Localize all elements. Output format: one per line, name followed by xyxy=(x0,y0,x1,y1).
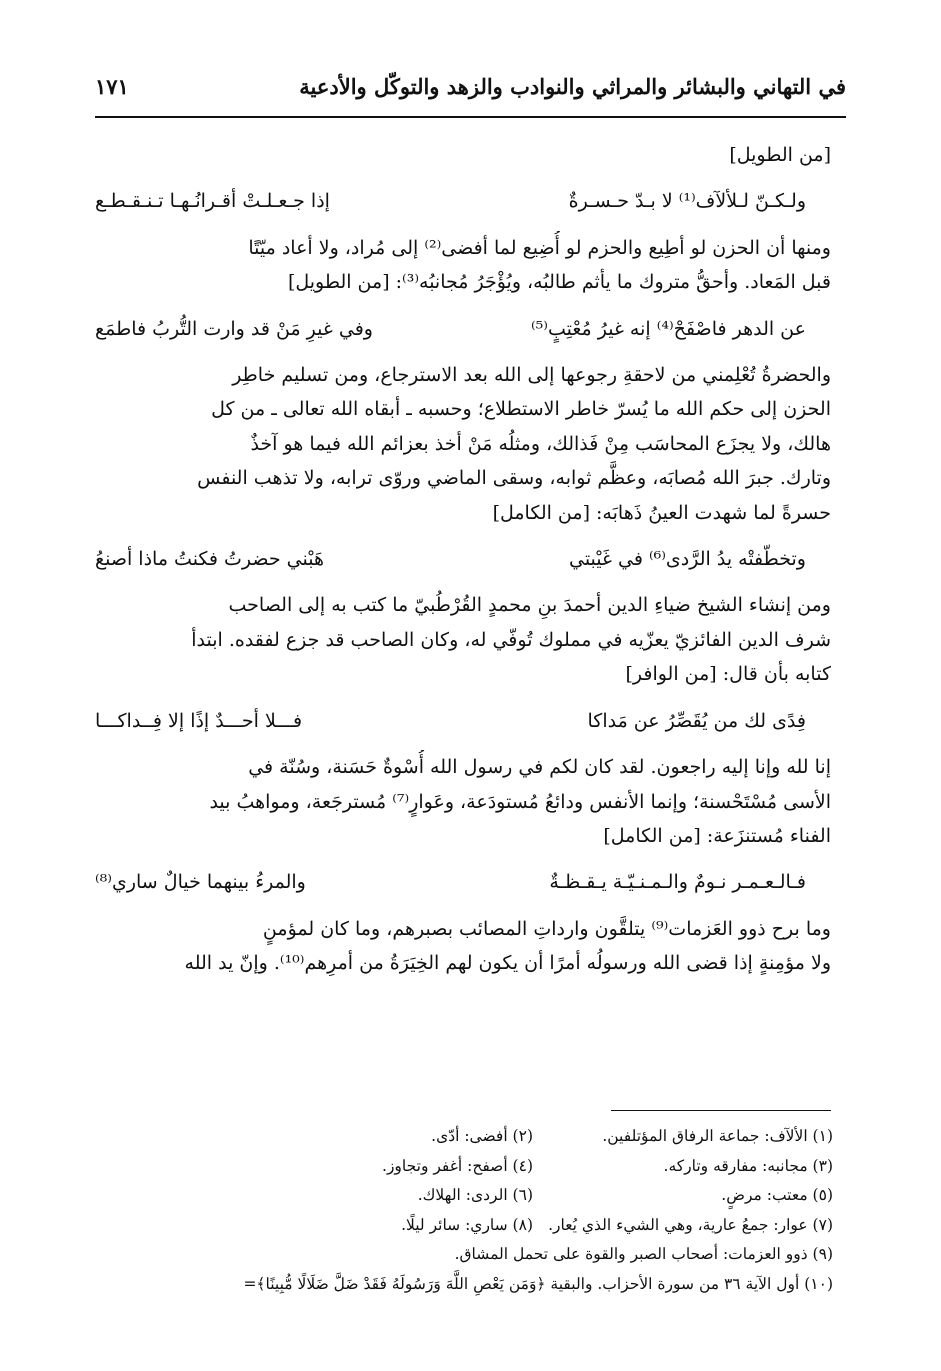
text-line: ولا مؤمِنةٍ إذا قضى الله ورسولُه أمرًا أن يكون لهم الخِيَرَةُ من أمرِهم⁽¹⁰⁾. وإنّ يد الله xyxy=(184,952,831,975)
text-line: هالك، ولا يجزَع المحاسَب مِنْ فَذالك، ومثلُه مَنْ أخذ بعزائم الله فيما هو آخذٌ xyxy=(250,432,831,455)
text-line: كتابه بأن قال: [من الوافر] xyxy=(625,663,831,686)
text-line: والحضرةُ تُعْلِمني من لاحقةِ رجوعها إلى الله بعد الاسترجاع، ومن تسليم خاطِر xyxy=(232,364,831,387)
footnote-divider xyxy=(611,1110,831,1111)
text-line: وما برح ذوو العَزمات⁽⁹⁾ يتلقَّون وارداتِ المصائب بصبرهم، وما كان لمؤمنٍ xyxy=(262,917,831,940)
text-line: حسرةً لما شهدت العينُ ذَهابَه: [من الكامل] xyxy=(492,501,831,524)
footnote: (٨) ساري: سائر ليلًا. xyxy=(401,1215,533,1234)
text-line: إنا لله وإنا إليه راجعون. لقد كان لكم في رسول الله أُسْوةٌ حَسَنة، وسُنّة في xyxy=(248,756,831,779)
text-line: وتارك. جبرَ الله مُصابَه، وعظَّم ثوابه، وسقى الماضي وروّى ترابه، ولا تذهب النفس xyxy=(197,467,831,490)
verse xyxy=(95,542,806,576)
footnote-row xyxy=(95,1122,833,1152)
verse xyxy=(95,704,806,738)
text-line: شرف الدين الفائزيّ يعزّيه في مملوك تُوفّي له، وكان الصاحب قد جزع لفقده. ابتدأ xyxy=(191,628,831,651)
text-line: الأسى مُسْتَحْسنة؛ وإنما الأنفس ودائعُ مُستودَعة، وعَوارٍ⁽⁷⁾ مُسترجَعة، ومواهبُ بيد xyxy=(209,790,831,813)
footnote: (٦) الردى: الهلاك. xyxy=(417,1186,533,1204)
paragraph xyxy=(95,912,831,981)
header-divider xyxy=(95,116,846,118)
verse-first-hemistich: وتخطّفتْه يدُ الرَّدى⁽⁶⁾ في غَيْبتي xyxy=(568,548,806,571)
paragraph xyxy=(95,231,831,300)
footnote: (٧) عوار: جمعُ عارية، وهي الشيء الذي يُعار. xyxy=(548,1215,833,1234)
verse xyxy=(95,184,806,218)
running-header xyxy=(95,70,846,114)
footnote-row xyxy=(95,1152,833,1182)
chapter-title: في التهاني والبشائر والمراثي والنوادب والزهد والتوكّل والأدعية xyxy=(299,74,846,99)
main-text xyxy=(95,138,831,981)
verse-first-hemistich: فِدًى لك من يُقَصِّرُ عن مَداكا xyxy=(587,709,806,732)
footnote: (٥) معتب: مرضٍ. xyxy=(721,1186,833,1204)
paragraph xyxy=(95,588,831,691)
page-number: ١٧١ xyxy=(95,74,129,99)
footnote: (٩) ذوو العزمات: أصحاب الصبر والقوة على تحمل المشاق. xyxy=(454,1245,833,1263)
verse-second-hemistich: وفي غيرِ مَنْ قد وارت التُّربُ فاطمَع xyxy=(95,317,373,340)
text-line: ومن إنشاء الشيخ ضياءِ الدين أحمدَ بنِ محمدٍ القُرْطُبيّ ما كتب به إلى الصاحب xyxy=(228,594,831,617)
verse-second-hemistich: هَبْني حضرتُ فكنتُ ماذا أصنعُ xyxy=(95,548,325,571)
verse-second-hemistich: فـــلا أحـــدٌ إذًا إلا فِــداكـــا xyxy=(95,709,303,732)
paragraph xyxy=(95,750,831,853)
footnote: (٢) أفضى: أدّى. xyxy=(431,1127,533,1145)
verse-first-hemistich: فـالـعـمـر نـومٌ والـمـنـيّـة يـقـظـةٌ xyxy=(549,871,806,894)
text-line: الحزن إلى حكم الله ما يُسرّ خاطر الاستطلاع؛ وحسبه ـ أبقاه الله تعالى ـ من كل xyxy=(211,398,831,421)
footnote: (١) الألآف: جماعة الرفاق المؤتلفين. xyxy=(602,1127,833,1145)
text-line: ومنها أن الحزن لو أطِيع والحزم لو أُضِيع لما أفضى⁽²⁾ إلى مُراد، ولا أعاد ميّتًا xyxy=(248,236,831,259)
verse-second-hemistich: والمرءُ بينهما خيالٌ ساري⁽⁸⁾ xyxy=(95,871,306,894)
footnote: (١٠) أول الآية ٣٦ من سورة الأحزاب. والبقية ﴿وَمَن يَعْصِ اللَّهَ وَرَسُولَهُ فَقَدْ ضَلَّ ضَلَالًا مُّبِينًا﴾= xyxy=(243,1274,833,1293)
footnote: (٣) مجانبه: مفارقه وتاركه. xyxy=(663,1156,833,1175)
paragraph xyxy=(95,358,831,530)
footnotes xyxy=(95,1122,833,1299)
meter-label: [من الطويل] xyxy=(729,144,831,166)
verse-first-hemistich: عن الدهر فاصْفَحْ⁽⁴⁾ إنه غيرُ مُعْتِبٍ⁽⁵⁾ xyxy=(531,317,806,340)
footnote-row xyxy=(95,1211,833,1241)
verse xyxy=(95,312,806,346)
text-line: قبل المَعاد. وأحقُّ متروك ما يأثم طالبُه، ويُؤْجَرُ مُجانبُه⁽³⁾: [من الطويل] xyxy=(287,271,831,294)
footnote-row xyxy=(95,1181,833,1211)
text-line: الفناء مُستنزَعة: [من الكامل] xyxy=(603,824,831,847)
verse-first-hemistich: ولـكـنّ لـلألآف⁽¹⁾ لا بـدّ حـسـرةٌ xyxy=(568,190,806,213)
footnote: (٤) أصفح: أغفر وتجاوز. xyxy=(382,1156,533,1175)
verse xyxy=(95,865,806,899)
verse-second-hemistich: إذا جـعـلـتْ أقـرانُـهـا تـنـقـطـع xyxy=(95,190,330,213)
